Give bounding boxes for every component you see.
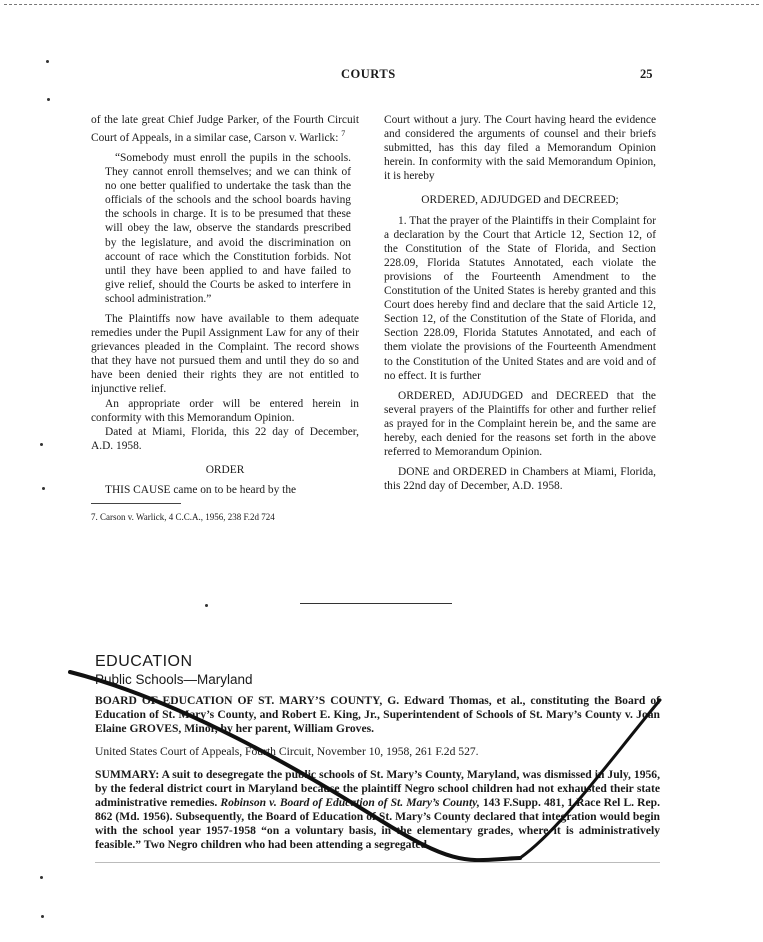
margin-mark xyxy=(40,876,43,879)
case-summary xyxy=(95,768,660,852)
footnote-ref: 7 xyxy=(341,129,346,139)
ordered-heading: ORDERED, ADJUDGED and DECREED; xyxy=(421,194,619,207)
left-paragraph-2: The Plaintiffs now have available to them adequate remedies under the Pupil Assignment Law for any of their grievances pleaded in the Complaint. The record shows that they have not pursued them and until they do so and have been denied their rights they are not entitled to injunctive relief. xyxy=(91,313,359,396)
right-paragraph-1: Court without a jury. The Court having heard the evidence and considered the arguments of counsel and their briefs submitted, has this day filed a Memorandum Opinion herein. In conformity with the said Memorandum Opinion, it is hereby xyxy=(384,114,656,183)
summary-case-name: Robinson v. Board of Education of St. Mary’s County, xyxy=(220,796,480,809)
left-paragraph-1-text: of the late great Chief Judge Parker, of the Fourth Circuit Court of Appeals, in a similar case, Carson v. Warlick: xyxy=(91,114,359,144)
margin-mark xyxy=(41,915,44,918)
right-paragraph-3: ORDERED, ADJUDGED and DECREED that the several prayers of the Plaintiffs for other and further relief as prayed for in the Complaint herein be, and the same are hereby, each denied for the reasons set forth in the above referred to Memorandum Opinion. xyxy=(384,389,656,459)
subsection-title: Public Schools—Maryland xyxy=(95,672,253,687)
margin-mark xyxy=(205,604,208,607)
footnote-7: 7. Carson v. Warlick, 4 C.C.A., 1956, 238 F.2d 724 xyxy=(91,512,275,523)
summary-text-b: 143 F.Supp. 481, 1 Race Rel L. Rep. 862 (Md. 1956). Subsequently, the Board of Education of St. Mary’s County declared that integration would begin with the school year 1957-1958 “on a voluntary basis, in the elementary grades, where it is administratively feasible.” Two Negro children who had been attending a segregated xyxy=(95,796,660,851)
parker-quote: “Somebody must enroll the pupils in the schools. They cannot enroll themselves; and we can think of no one better qualified to undertake the task than the officials of the schools and the school boards having the schools in charge. It is to be presumed that these will obey the law, observe the standards prescribed by the legislature, and avoid the discrimination on account of race which the Constitution forbids. Not until they have been applied to and have failed to give relief, should the Courts be asked to interfere in school administration.” xyxy=(105,151,351,305)
summary-text-a: A suit to desegregate the public schools of St. Mary’s County, Maryland, was dismissed in July, 1956, by the federal district court in Maryland because the plaintiff Negro school children had not exhausted their state administrative remedies. xyxy=(95,768,660,809)
left-paragraph-3: An appropriate order will be entered herein in conformity with this Memorandum Opinion. xyxy=(91,397,359,424)
section-separator xyxy=(300,603,452,604)
page-number: 25 xyxy=(640,67,653,81)
running-head: COURTS xyxy=(341,67,396,81)
left-paragraph-5: THIS CAUSE came on to be heard by the xyxy=(105,484,297,497)
margin-mark xyxy=(46,60,49,63)
margin-mark xyxy=(40,443,43,446)
page-bottom-rule xyxy=(95,862,660,863)
case-title: BOARD OF EDUCATION OF ST. MARY’S COUNTY, G. Edward Thomas, et al., constituting the Board of Education of St. Mary’s County, and Robert E. King, Jr., Superintendent of Schools of St. Mary’s County v. Joan Elaine GROVES, Minor, by her parent, William Groves. xyxy=(95,694,660,735)
right-paragraph-2: 1. That the prayer of the Plaintiffs in their Complaint for a declaration by the Court that Article 12, Section 12, of the Constitution of the State of Florida, and Section 228.09, Florida Statutes Annotated, each violate the provisions of the Fourteenth Amendment to the Constitution of the United States is hereby granted and this Court does hereby find and declare that the said Article 12, Section 12, of the Constitution of the State of Florida, and Section 228.09, Florida Statutes Annotated, and each of them violate the provisions of the Fourteenth Amendment to the Constitution of the United States and are void and of no effect. It is further xyxy=(384,214,656,382)
footnote-rule xyxy=(91,503,181,504)
right-paragraph-4: DONE and ORDERED in Chambers at Miami, Florida, this 22nd day of December, A.D. 1958. xyxy=(384,466,656,493)
section-title: EDUCATION xyxy=(95,653,193,670)
order-heading: ORDER xyxy=(205,463,245,476)
left-column xyxy=(91,113,359,523)
margin-mark xyxy=(42,487,45,490)
right-column xyxy=(384,113,656,493)
court-citation: United States Court of Appeals, Fourth Circuit, November 10, 1958, 261 F.2d 527. xyxy=(95,745,479,758)
education-section xyxy=(95,653,660,852)
left-paragraph-1 xyxy=(91,113,359,145)
left-paragraph-4: Dated at Miami, Florida, this 22 day of December, A.D. 1958. xyxy=(91,425,359,452)
summary-label: SUMMARY: xyxy=(95,768,160,781)
margin-mark xyxy=(47,98,50,101)
